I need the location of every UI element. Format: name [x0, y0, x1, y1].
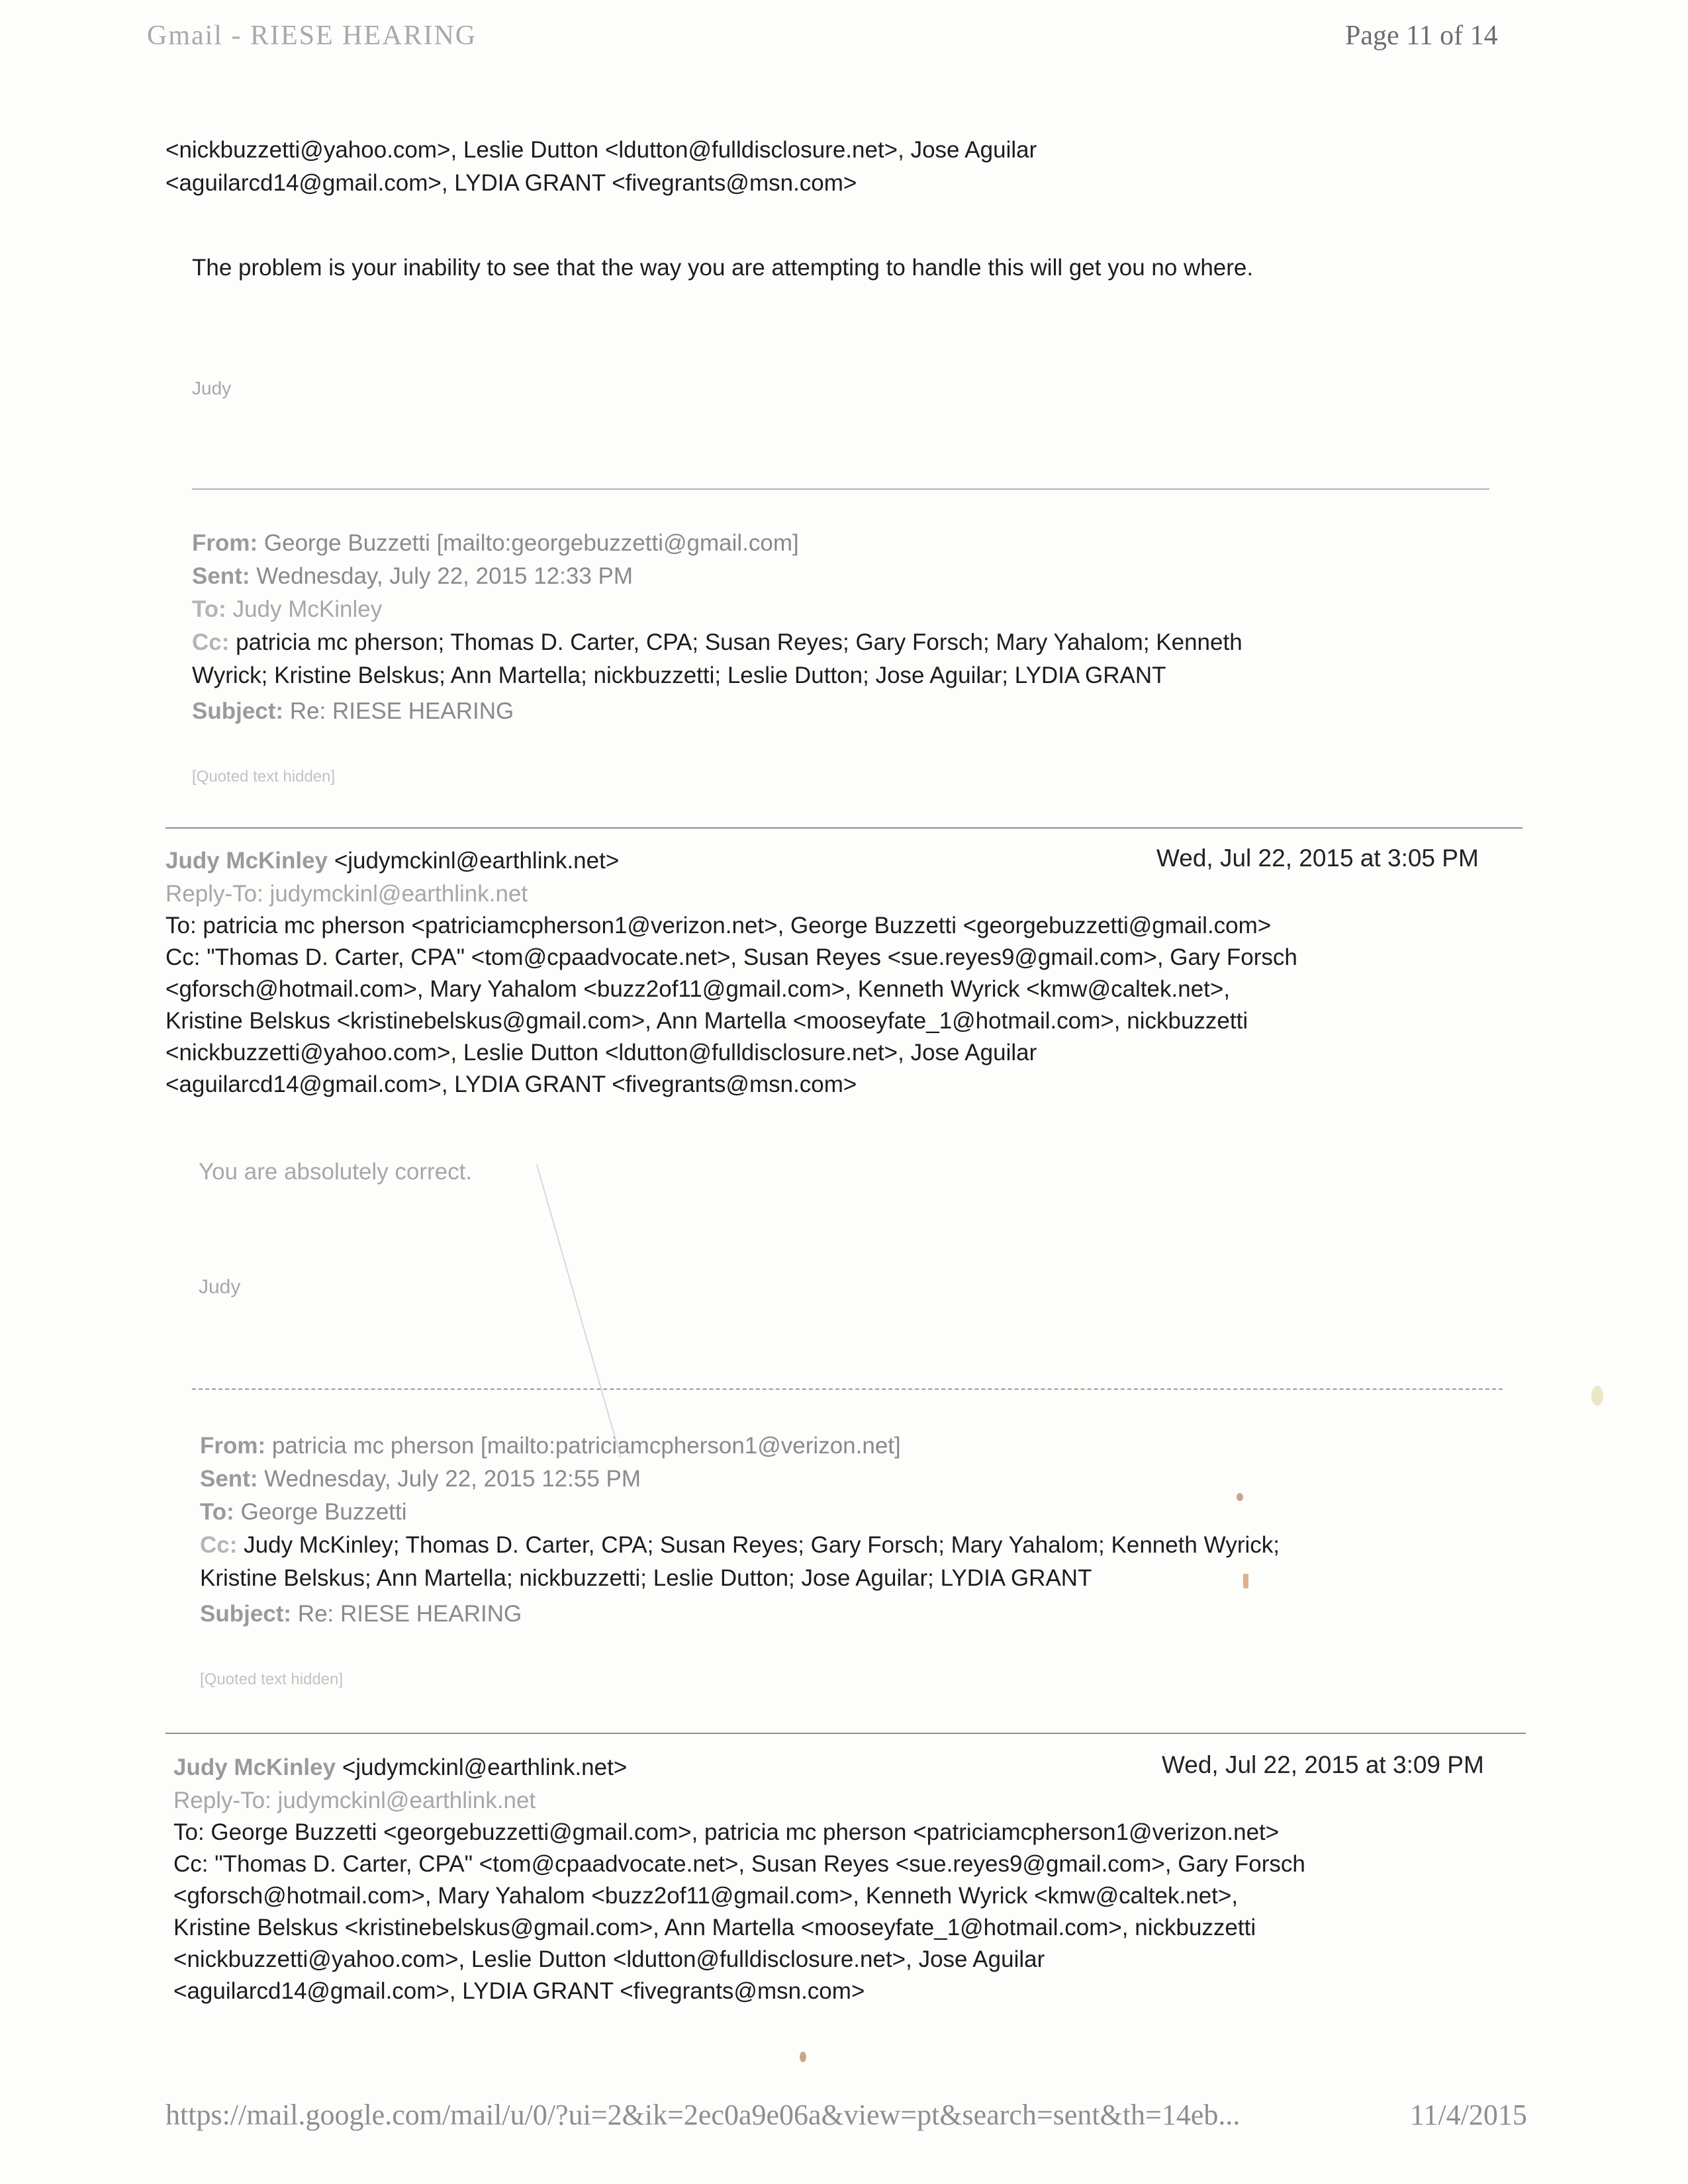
sender-line [165, 844, 619, 878]
cc-line-continued: Kristine Belskus <kristinebelskus@gmail.com>, Ann Martella <mooseyfate_1@hotmail.com>, nickbuzzetti [165, 1008, 1248, 1034]
subject-label: Subject: [200, 1601, 292, 1627]
cc-value: Judy McKinley; Thomas D. Carter, CPA; Susan Reyes; Gary Forsch; Mary Yahalom; Kenneth Wyrick; [244, 1532, 1280, 1558]
footer-url: https://mail.google.com/mail/u/0/?ui=2&ik=2ec0a9e06a&view=pt&search=sent&th=14eb... [165, 2099, 1241, 2131]
scan-speck [1591, 1386, 1603, 1406]
sender-name: Judy McKinley [173, 1754, 336, 1780]
paper-crease [536, 1164, 622, 1457]
from-label: From: [200, 1433, 266, 1459]
to-value: George Buzzetti [240, 1499, 407, 1525]
divider [165, 1733, 1526, 1734]
message-date: Wed, Jul 22, 2015 at 3:09 PM [1162, 1751, 1484, 1778]
from-label: From: [192, 530, 258, 556]
quoted-text-hidden: [Quoted text hidden] [200, 1670, 344, 1688]
subject-label: Subject: [192, 698, 284, 724]
reply-to-line: Reply-To: judymckinl@earthlink.net [165, 881, 528, 907]
scan-speck [1237, 1493, 1243, 1501]
subject-line [200, 1598, 522, 1631]
divider [192, 488, 1489, 490]
sent-label: Sent: [200, 1466, 258, 1492]
cc-line-continued: <nickbuzzetti@yahoo.com>, Leslie Dutton <ldutton@fulldisclosure.net>, Jose Aguilar [165, 1040, 1037, 1066]
cc-line-continued: <aguilarcd14@gmail.com>, LYDIA GRANT <fivegrants@msn.com> [173, 1978, 865, 2004]
sent-line [200, 1463, 641, 1496]
scan-speck [800, 2052, 806, 2062]
cc-line [200, 1529, 1280, 1562]
message-body: The problem is your inability to see that the way you are attempting to handle this will get you no where. [192, 255, 1254, 281]
cc-line: Cc: "Thomas D. Carter, CPA" <tom@cpaadvocate.net>, Susan Reyes <sue.reyes9@gmail.com>, Gary Forsch [165, 944, 1297, 970]
recipients-line: <aguilarcd14@gmail.com>, LYDIA GRANT <fivegrants@msn.com> [165, 170, 857, 196]
subject-value: Re: RIESE HEARING [297, 1601, 522, 1627]
cc-line [192, 626, 1243, 659]
cc-line-continued: Kristine Belskus <kristinebelskus@gmail.com>, Ann Martella <mooseyfate_1@hotmail.com>, nickbuzzetti [173, 1915, 1256, 1940]
page-number: Page 11 of 14 [1345, 21, 1498, 51]
message-date: Wed, Jul 22, 2015 at 3:05 PM [1156, 844, 1479, 872]
to-line: To: George Buzzetti <georgebuzzetti@gmail.com>, patricia mc pherson <patriciamcpherson1@verizon.net> [173, 1819, 1280, 1845]
cc-line: Cc: "Thomas D. Carter, CPA" <tom@cpaadvocate.net>, Susan Reyes <sue.reyes9@gmail.com>, Gary Forsch [173, 1851, 1305, 1877]
from-line [192, 527, 799, 560]
cc-label: Cc: [200, 1532, 238, 1558]
cc-line-continued: <gforsch@hotmail.com>, Mary Yahalom <buzz2of11@gmail.com>, Kenneth Wyrick <kmw@caltek.net>, [165, 976, 1231, 1002]
page-header-title: Gmail - RIESE HEARING [147, 21, 477, 51]
footer-date: 11/4/2015 [1410, 2099, 1527, 2131]
to-line: To: patricia mc pherson <patriciamcpherson1@verizon.net>, George Buzzetti <georgebuzzetti@gmail.com> [165, 913, 1272, 938]
to-line [200, 1496, 407, 1529]
to-label: To: [192, 596, 226, 622]
cc-value: patricia mc pherson; Thomas D. Carter, CPA; Susan Reyes; Gary Forsch; Mary Yahalom; Kenneth [236, 629, 1243, 655]
sent-value: Wednesday, July 22, 2015 12:55 PM [264, 1466, 641, 1492]
sender-email: <judymckinl@earthlink.net> [334, 848, 620, 874]
cc-line-continued: <nickbuzzetti@yahoo.com>, Leslie Dutton <ldutton@fulldisclosure.net>, Jose Aguilar [173, 1946, 1045, 1972]
scan-speck [1243, 1574, 1248, 1588]
from-line [200, 1430, 901, 1463]
from-value: patricia mc pherson [mailto:patriciamcpherson1@verizon.net] [271, 1433, 901, 1459]
to-line [192, 593, 382, 626]
sent-label: Sent: [192, 563, 250, 589]
sender-line [173, 1751, 627, 1784]
sent-line [192, 560, 633, 593]
cc-line-continued: <aguilarcd14@gmail.com>, LYDIA GRANT <fivegrants@msn.com> [165, 1071, 857, 1097]
message-body: You are absolutely correct. [199, 1159, 473, 1185]
recipients-line: <nickbuzzetti@yahoo.com>, Leslie Dutton <ldutton@fulldisclosure.net>, Jose Aguilar [165, 137, 1037, 163]
to-value: Judy McKinley [232, 596, 383, 622]
from-value: George Buzzetti [mailto:georgebuzzetti@gmail.com] [263, 530, 799, 556]
signoff: Judy [199, 1276, 241, 1298]
sender-email: <judymckinl@earthlink.net> [342, 1754, 628, 1780]
reply-to-line: Reply-To: judymckinl@earthlink.net [173, 1788, 536, 1813]
cc-line-continued: <gforsch@hotmail.com>, Mary Yahalom <buzz2of11@gmail.com>, Kenneth Wyrick <kmw@caltek.net>, [173, 1883, 1239, 1909]
divider [165, 827, 1523, 829]
cc-label: Cc: [192, 629, 230, 655]
quoted-text-hidden: [Quoted text hidden] [192, 768, 336, 786]
subject-line [192, 695, 514, 728]
to-label: To: [200, 1499, 234, 1525]
divider [192, 1388, 1503, 1390]
signoff: Judy [192, 378, 232, 398]
sender-name: Judy McKinley [165, 848, 328, 874]
cc-line-continued: Kristine Belskus; Ann Martella; nickbuzzetti; Leslie Dutton; Jose Aguilar; LYDIA GRANT [200, 1565, 1092, 1591]
cc-line-continued: Wyrick; Kristine Belskus; Ann Martella; nickbuzzetti; Leslie Dutton; Jose Aguilar; LYDIA GRANT [192, 662, 1166, 688]
subject-value: Re: RIESE HEARING [289, 698, 514, 724]
sent-value: Wednesday, July 22, 2015 12:33 PM [256, 563, 633, 589]
